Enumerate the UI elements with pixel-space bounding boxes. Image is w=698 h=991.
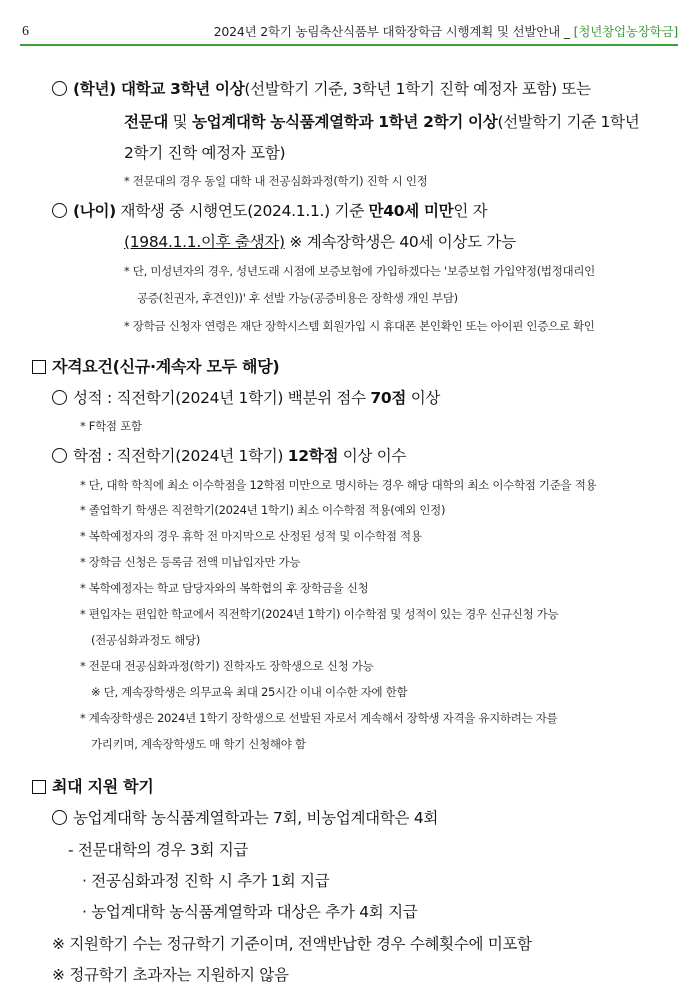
credit-note: ※ 단, 계속장학생은 의무교육 최대 25시간 이내 이수한 자에 한함 — [91, 685, 408, 699]
max-semesters-line4: · 농업계대학 농식품계열학과 대상은 추가 4회 지급 — [82, 903, 418, 921]
credit-text: 학점 : 직전학기(2024년 1학기) — [73, 447, 288, 465]
max-semesters-line6: ※ 정규학기 초과자는 지원하지 않음 — [52, 966, 289, 984]
grade-main: 대학교 3학년 이상 — [115, 80, 245, 98]
max-semesters-line3: · 전공심화과정 진학 시 추가 1회 지급 — [82, 872, 330, 890]
max-semesters-heading — [32, 774, 153, 797]
credit-note: 가리키며, 계속장학생도 매 학기 신청해야 함 — [91, 737, 306, 751]
grade-requirement-line1 — [52, 77, 591, 99]
age-requirement-line1 — [52, 199, 487, 221]
header-title-text: 2024년 2학기 농림축산식품부 대학장학금 시행계획 및 선발안내 _ — [213, 24, 574, 39]
credit-note: * 계속장학생은 2024년 1학기 장학생으로 선발된 자로서 계속해서 장학생 자격을 유지하려는 자를 — [80, 711, 558, 725]
grade-requirement-line3: 2학기 진학 예정자 포함) — [124, 144, 286, 162]
grade-requirement-line2 — [124, 110, 639, 132]
credit-note: * 편입자는 편입한 학교에서 직전학기(2024년 1학기) 이수학점 및 성적이 있는 경우 신규신청 가능 — [80, 607, 559, 621]
max-semesters-line1 — [52, 806, 438, 828]
page-number: 6 — [22, 24, 29, 39]
credit-value: 12학점 — [287, 447, 339, 465]
qualification-heading — [32, 354, 279, 377]
circle-bullet-icon — [52, 810, 67, 825]
age-detail: 재학생 중 시행연도(2024.1.1.) 기준 — [115, 202, 369, 220]
score-requirement — [52, 386, 440, 408]
grade-detail2: (선발학기 기준 1학년 — [497, 113, 640, 131]
score-value: 70점 — [370, 389, 407, 407]
credit-requirement — [52, 444, 406, 466]
circle-bullet-icon — [52, 390, 67, 405]
grade-agri-college: 농업계대학 농식품계열학과 1학년 2학기 이상 — [191, 113, 498, 131]
score-text: 성적 : 직전학기(2024년 1학기) 백분위 점수 — [73, 389, 371, 407]
header-title — [214, 22, 678, 40]
square-bullet-icon — [32, 360, 46, 374]
max-semesters-line2: - 전문대학의 경우 3회 지급 — [68, 841, 249, 859]
max-semesters-title: 최대 지원 학기 — [52, 777, 154, 796]
grade-junior-college: 전문대 — [124, 113, 169, 131]
age-note1-line1: * 단, 미성년자의 경우, 성년도래 시점에 보증보험에 가입하겠다는 '보증보험 가입약정(법정대리인 — [124, 264, 595, 278]
grade-conj: 및 — [168, 113, 192, 131]
credit-note: * 졸업학기 학생은 직전학기(2024년 1학기) 최소 이수학점 적용(예외 인정) — [80, 503, 446, 517]
age-limit: 만40세 미만 — [368, 202, 454, 220]
circle-bullet-icon — [52, 203, 67, 218]
credit-note: * 단, 대학 학칙에 최소 이수학점을 12학점 미만으로 명시하는 경우 해당 대학의 최소 이수학점 기준을 적용 — [80, 478, 597, 492]
header-tag: [청년창업농장학금] — [573, 24, 678, 39]
credit-note: (전공심화과정도 해당) — [91, 633, 201, 647]
age-birthdate: (1984.1.1.이후 출생자) — [124, 233, 285, 251]
header-divider — [20, 44, 678, 46]
age-label: (나이) — [73, 202, 116, 220]
page-header — [0, 0, 698, 48]
qualification-title: 자격요건(신규·계속자 모두 해당) — [52, 357, 280, 376]
max-semesters-line5: ※ 지원학기 수는 정규학기 기준이며, 전액반납한 경우 수혜횟수에 미포함 — [52, 935, 532, 953]
circle-bullet-icon — [52, 81, 67, 96]
credit-note: * 전문대 전공심화과정(학기) 진학자도 장학생으로 신청 가능 — [80, 659, 374, 673]
credit-note: * 복학예정자의 경우 휴학 전 마지막으로 산정된 성적 및 이수학점 적용 — [80, 529, 422, 543]
grade-label: (학년) — [73, 80, 116, 98]
score-note: * F학점 포함 — [80, 419, 142, 433]
age-note1-line2: 공증(친권자, 후견인))' 후 선발 가능(공증비용은 장학생 개인 부담) — [137, 291, 458, 305]
grade-detail: (선발학기 기준, 3학년 1학기 진학 예정자 포함) 또는 — [244, 80, 591, 98]
credit-note: * 장학금 신청은 등록금 전액 미납입자만 가능 — [80, 555, 301, 569]
age-suffix: 인 자 — [453, 202, 488, 220]
grade-note: * 전문대의 경우 동일 대학 내 전공심화과정(학기) 진학 시 인정 — [124, 174, 428, 188]
age-requirement-line2 — [124, 230, 516, 252]
age-note2: * 장학금 신청자 연령은 재단 장학시스템 회원가입 시 휴대폰 본인확인 또는 아이핀 인증으로 확인 — [124, 319, 595, 333]
circle-bullet-icon — [52, 448, 67, 463]
max-semesters-text: 농업계대학 농식품계열학과는 7회, 비농업계대학은 4회 — [73, 809, 439, 827]
score-suffix: 이상 — [406, 389, 441, 407]
age-continuing-note: ※ 계속장학생은 40세 이상도 가능 — [284, 233, 516, 251]
credit-suffix: 이상 이수 — [338, 447, 407, 465]
credit-note: * 복학예정자는 학교 담당자와의 복학협의 후 장학금을 신청 — [80, 581, 369, 595]
square-bullet-icon — [32, 780, 46, 794]
